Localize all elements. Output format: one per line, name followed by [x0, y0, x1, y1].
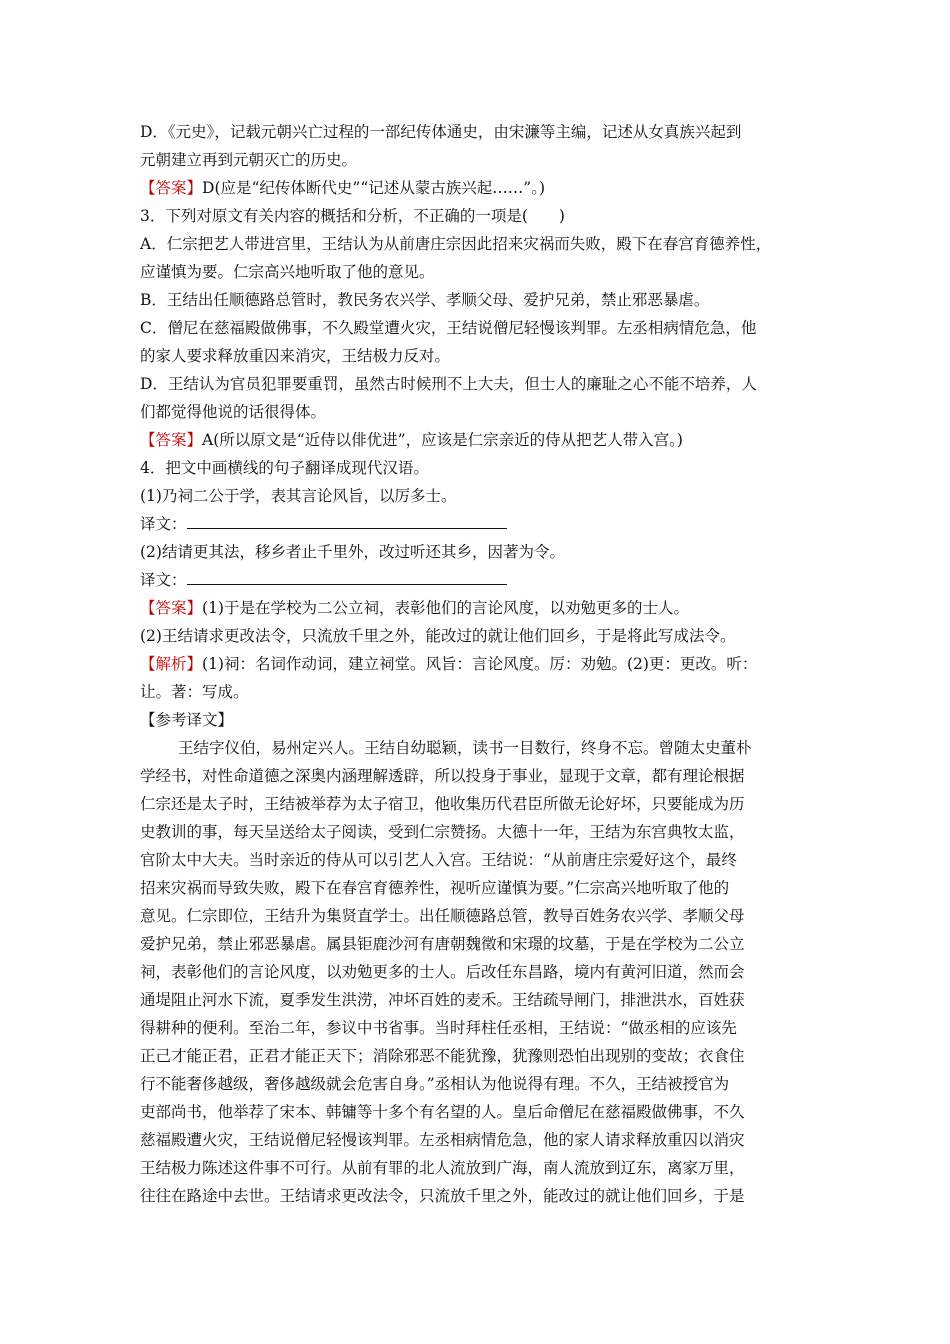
translation-line-11: 得耕种的便利。至治二年，参议中书省事。当时拜柱任丞相，王结说：“做丞相的应该先: [140, 1019, 737, 1037]
translation-line-3: 仁宗还是太子时，王结被举荐为太子宿卫，他收集历代君臣所做无论好坏，只要能成为历: [140, 795, 745, 813]
analysis-tag: 【解析】: [140, 655, 203, 673]
translation-line-16: 王结极力陈述这件事不可行。从前有罪的北人流放到广海，南人流放到辽东，离家万里，: [140, 1159, 745, 1177]
q4-sentence-2: (2)结请更其法，移乡者止千里外，改过听还其乡，因著为令。: [140, 543, 565, 561]
q3-option-a-1: A．仁宗把艺人带进宫里，王结认为从前唐庄宗因此招来灾祸而失败，殿下在春宫育德养性，: [140, 235, 772, 253]
q4-analysis-2: 让。著：写成。: [140, 683, 249, 701]
option-d-line-2: 元朝建立再到元朝灭亡的历史。: [140, 151, 358, 169]
translation-line-4: 史教训的事，每天呈送给太子阅读，受到仁宗赞扬。大德十一年，王结为东宫典牧太监，: [140, 823, 745, 841]
q4-stem: 4．把文中画横线的句子翻译成现代汉语。: [140, 459, 429, 477]
answer-tag: 【答案】: [140, 179, 203, 197]
q3-stem: 3．下列对原文有关内容的概括和分析，不正确的一项是( ): [140, 207, 565, 225]
answer-2: [140, 174, 820, 202]
translation-line-7: 意见。仁宗即位，王结升为集贤直学士。出任顺德路总管，教导百姓务农兴学、孝顺父母: [140, 907, 745, 925]
yiwen-label: 译文：: [140, 515, 187, 533]
answer-tag: 【答案】: [140, 431, 203, 449]
q4-translation-1: [140, 510, 820, 538]
option-d-line-1: D．《元史》，记载元朝兴亡过程的一部纪传体通史，由宋濂等主编，记述从女真族兴起到: [140, 123, 742, 141]
yiwen-label: 译文：: [140, 571, 187, 589]
q3-option-c-1: C．僧尼在慈福殿做佛事，不久殿堂遭火灾，王结说僧尼轻慢该判罪。左丞相病情危急，他: [140, 319, 757, 337]
answer-blank-2[interactable]: [187, 566, 507, 585]
q3-option-c-2: 的家人要求释放重囚来消灾，王结极力反对。: [140, 347, 451, 365]
translation-line-1: 王结字仪伯，易州定兴人。王结自幼聪颖，读书一目数行，终身不忘。曾随太史董朴: [178, 739, 752, 757]
translation-line-9: 祠，表彰他们的言论风度，以劝勉更多的士人。后改任东昌路，境内有黄河旧道，然而会: [140, 963, 745, 981]
translation-line-12: 正己才能正君，正君才能正天下；消除邪恶不能犹豫，犹豫则恐怕出现别的变故；衣食住: [140, 1047, 745, 1065]
translation-line-13: 行不能奢侈越级，奢侈越级就会危害自身。”丞相认为他说得有理。不久，王结被授官为: [140, 1075, 730, 1093]
q3-option-d-2: 们都觉得他说的话很得体。: [140, 403, 327, 421]
document-page: [140, 118, 820, 1210]
translation-line-2: 学经书，对性命道德之深奥内涵理解透辟，所以投身于事业，显现于文章，都有理论根据: [140, 767, 745, 785]
q4-answer-2: (2)王结请求更改法令，只流放千里之外，能改过的就让他们回乡，于是将此写成法令。: [140, 627, 736, 645]
q4-sentence-1: (1)乃祠二公于学，表其言论风旨，以厉多士。: [140, 487, 457, 505]
q3-option-d-1: D．王结认为官员犯罪要重罚，虽然古时候刑不上大夫，但士人的廉耻之心不能不培养，人: [140, 375, 757, 393]
q4-answer-1: [140, 594, 820, 622]
reference-translation-title: 【参考译文】: [140, 711, 234, 729]
translation-line-14: 吏部尚书，他举荐了宋本、韩镛等十多个有名望的人。皇后命僧尼在慈福殿做佛事，不久: [140, 1103, 745, 1121]
q4-analysis-1-text: (1)祠：名词作动词，建立祠堂。风旨：言论风度。厉：劝勉。(2)更：更改。听：: [202, 655, 758, 673]
q3-option-a-2: 应谨慎为要。仁宗高兴地听取了他的意见。: [140, 263, 435, 281]
answer-2-text: D(应是“纪传体断代史”“记述从蒙古族兴起……”。): [202, 179, 545, 197]
q3-answer-text: A(所以原文是“近侍以俳优进”，应该是仁宗亲近的侍从把艺人带入宫。): [202, 431, 683, 449]
translation-line-10: 通堤阻止河水下流，夏季发生洪涝，冲坏百姓的麦禾。王结疏导闸门，排泄洪水，百姓获: [140, 991, 745, 1009]
translation-line-15: 慈福殿遭火灾，王结说僧尼轻慢该判罪。左丞相病情危急，他的家人请求释放重囚以消灾: [140, 1131, 745, 1149]
q4-analysis-1: [140, 650, 820, 678]
q4-answer-1-text: (1)于是在学校为二公立祠，表彰他们的言论风度，以劝勉更多的士人。: [202, 599, 689, 617]
q3-answer: [140, 426, 820, 454]
answer-tag: 【答案】: [140, 599, 203, 617]
answer-blank-1[interactable]: [187, 510, 507, 529]
translation-line-6: 招来灾祸而导致失败，殿下在春宫育德养性，视听应谨慎为要。”仁宗高兴地听取了他的: [140, 879, 730, 897]
translation-line-5: 官阶太中大夫。当时亲近的侍从可以引艺人入宫。王结说：“从前唐庄宗爱好这个，最终: [140, 851, 737, 869]
q3-option-b: B．王结出任顺德路总管时，教民务农兴学、孝顺父母、爱护兄弟，禁止邪恶暴虐。: [140, 291, 710, 309]
translation-line-8: 爱护兄弟，禁止邪恶暴虐。属县钜鹿沙河有唐朝魏徵和宋璟的坟墓，于是在学校为二公立: [140, 935, 745, 953]
q4-translation-2: [140, 566, 820, 594]
translation-line-17: 往往在路途中去世。王结请求更改法令，只流放千里之外，能改过的就让他们回乡，于是: [140, 1187, 745, 1205]
